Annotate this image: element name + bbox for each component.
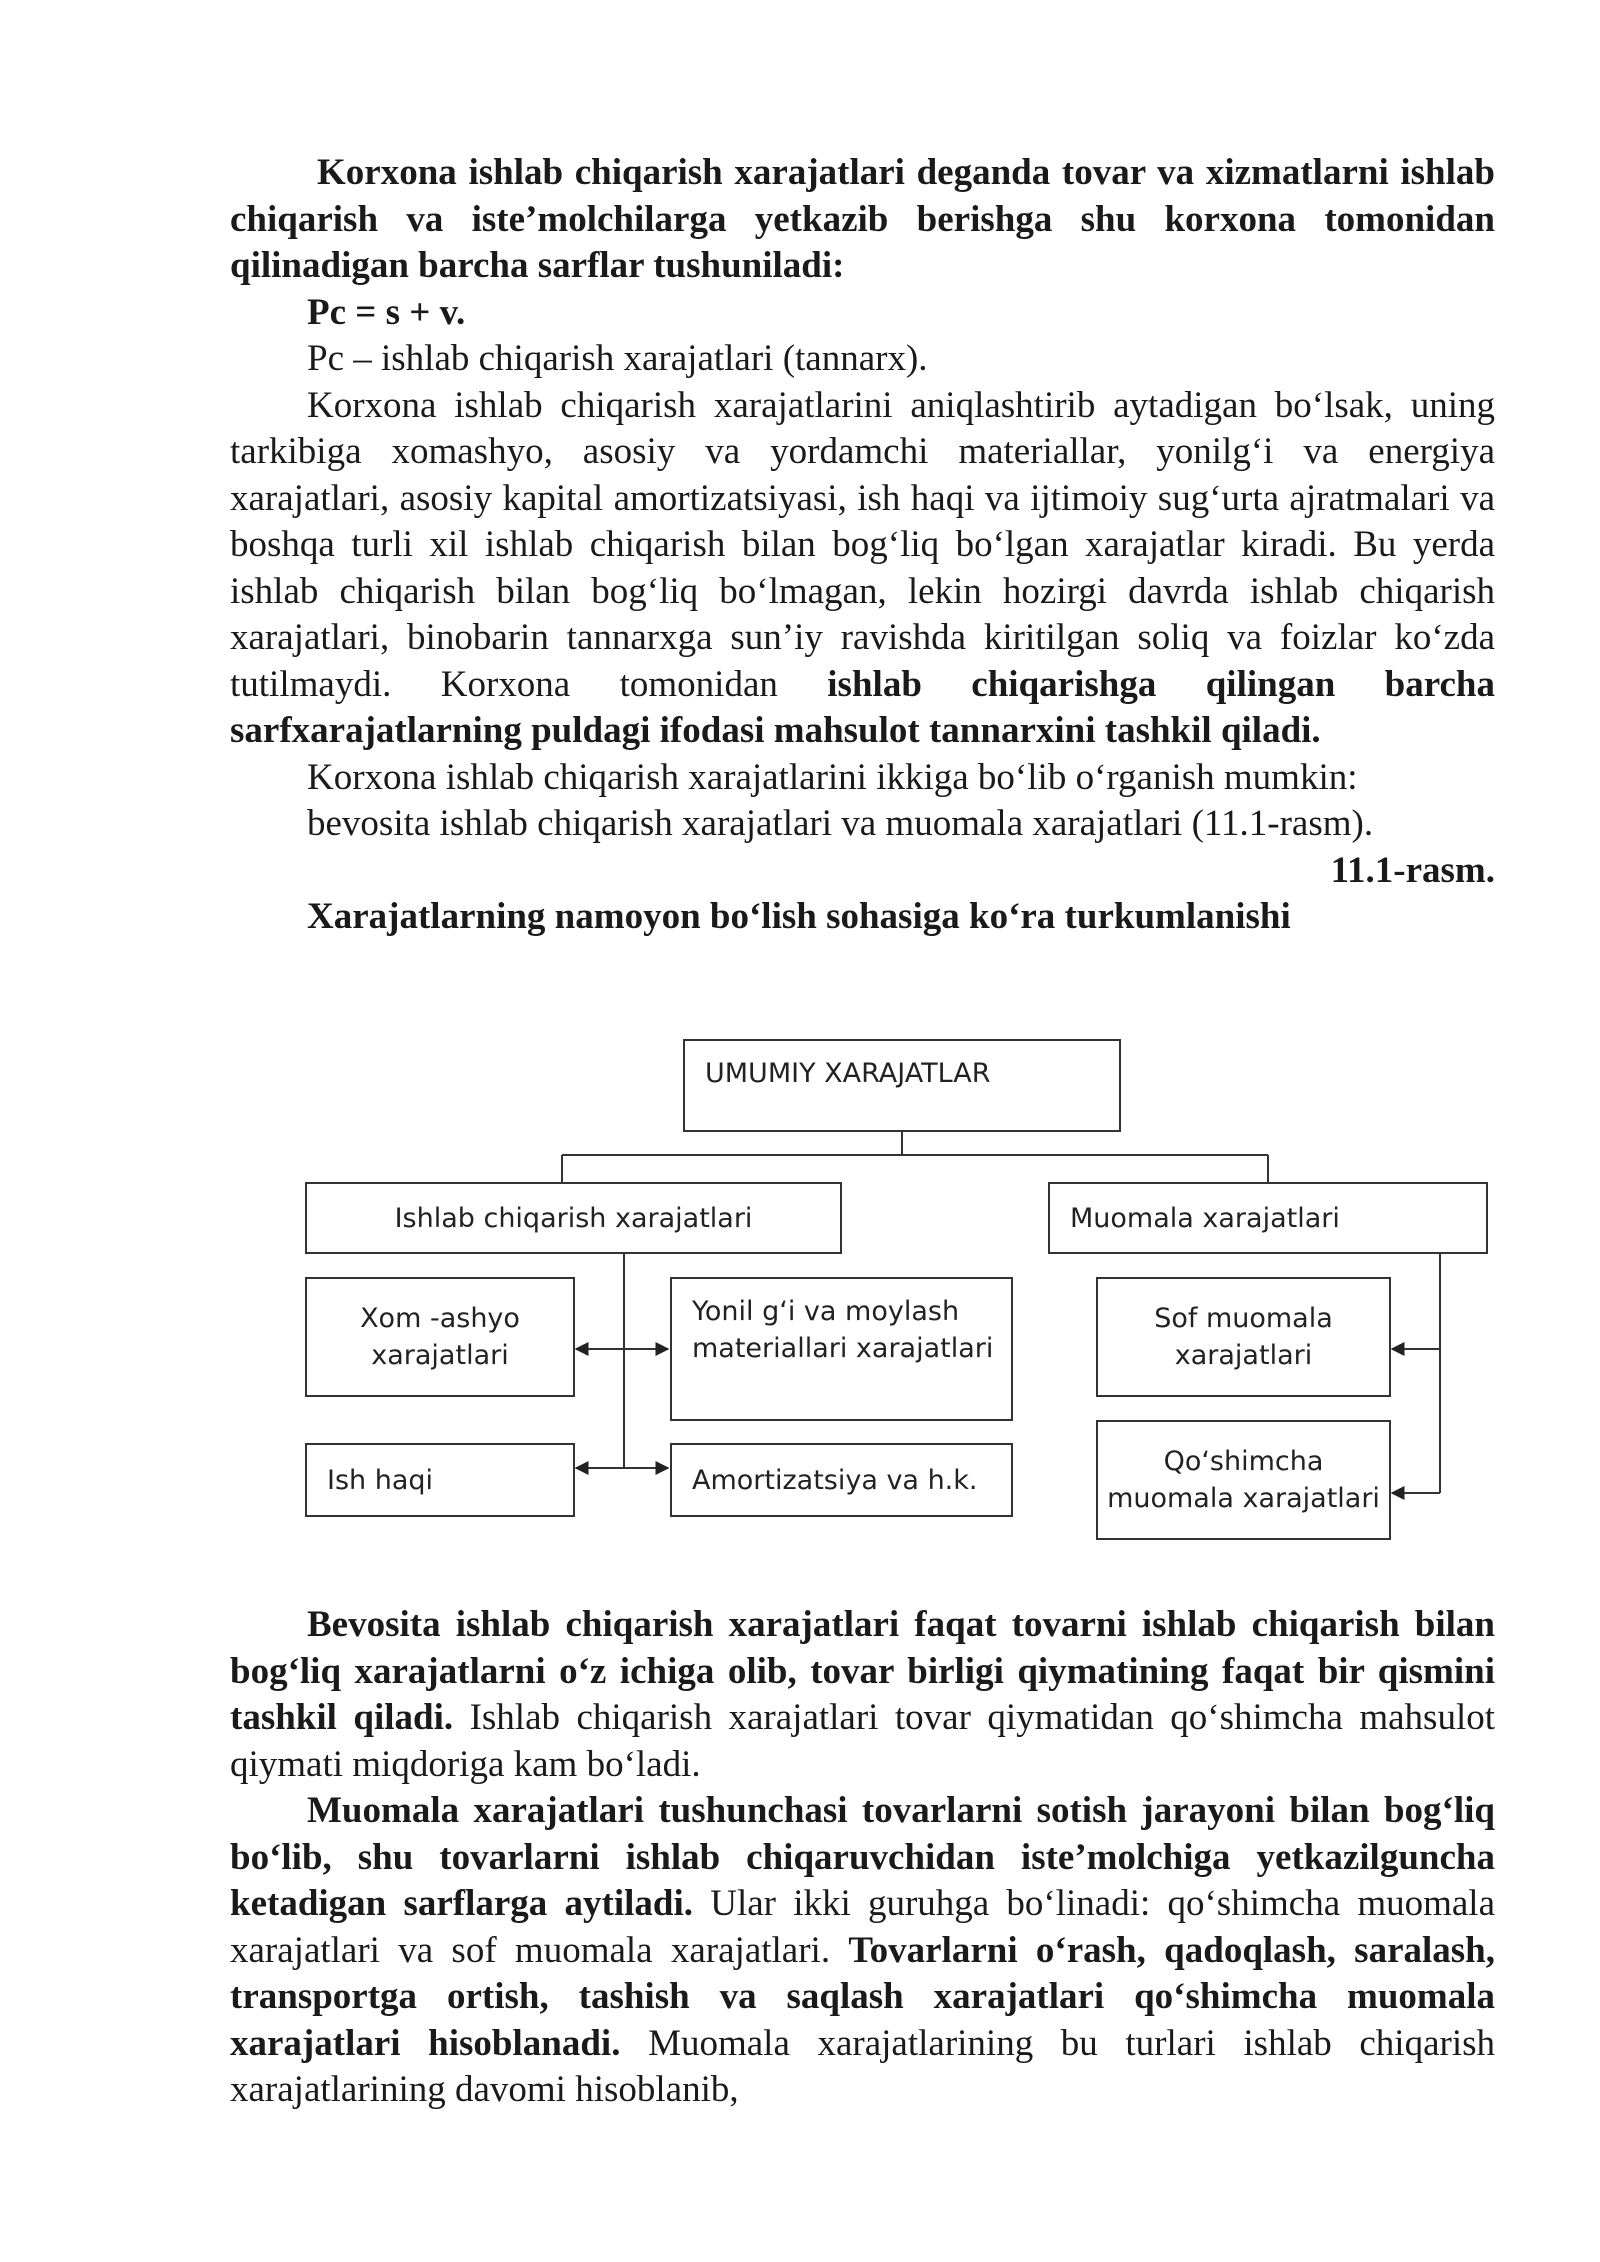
circulation-costs-box: Muomala xarajatlari bbox=[1048, 1182, 1488, 1254]
circulation-bold-2: Tovarlarni o‘rash, qadoqlash, saralash, transportga ortish, tashish va saqlash xarajatlari qo‘shimcha muomala xarajatlari hisoblanadi. bbox=[230, 1929, 1496, 2064]
composition-bold: ishlab chiqarishga qilingan barcha sarfxarajatlarning puldagi ifodasi mahsulot tannarxini tashkil qiladi. bbox=[230, 663, 1496, 751]
circulation-text: Ular ikki guruhga bo‘linadi: qo‘shimcha muomala xarajatlari va sof muomala xarajatlari. bbox=[230, 1883, 1496, 1971]
amortization-box: Amortizatsiya va h.k. bbox=[670, 1443, 1013, 1517]
formula: Pc = s + v. bbox=[307, 291, 466, 333]
figure-caption: Xarajatlarning namoyon bo‘lish sohasiga ko‘ra turkumlanishi bbox=[307, 896, 1291, 937]
wages-box: Ish haqi bbox=[305, 1443, 575, 1517]
circulation-bold: Muomala xarajatlari tushunchasi tovarlarni sotish jarayoni bilan bog‘liq bo‘lib, shu tovarlarni ishlab chiqaruvchidan iste’molchiga yetkazilguncha ketadigan sarflarga aytiladi. bbox=[230, 1790, 1495, 1924]
page-text-top bbox=[230, 150, 1495, 941]
direct-costs-bold: Bevosita ishlab chiqarish xarajatlari faqat tovarni ishlab chiqarish bilan bog‘liq xarajatlarni o‘z ichiga olib, tovar birligi qiymatining faqat bir qismini tashkil qiladi. bbox=[230, 1604, 1495, 1738]
production-costs-box: Ishlab chiqarish xarajatlari bbox=[305, 1182, 842, 1254]
figure-number: 11.1-rasm. bbox=[1330, 849, 1495, 891]
split-line-1: Korxona ishlab chiqarish xarajatlarini ikkiga bo‘lib o‘rganish mumkin: bbox=[307, 756, 1358, 798]
page-text-bottom bbox=[230, 1602, 1495, 2114]
additional-circulation-box: Qo‘shimcha muomala xarajatlari bbox=[1096, 1420, 1391, 1540]
definition-paragraph: Korxona ishlab chiqarish xarajatlari deganda tovar va xizmatlarni ishlab chiqarish va iste’molchilarga yetkazib berishga shu korxona tomonidan qilinadigan barcha sarflar tushuniladi: bbox=[230, 152, 1495, 286]
fuel-materials-box: Yonil g‘i va moylash materiallari xarajatlari bbox=[670, 1277, 1013, 1421]
direct-costs-text: Ishlab chiqarish xarajatlari tovar qiymatidan qo‘shimcha mahsulot qiymati miqdoriga kam bo‘ladi. bbox=[230, 1697, 1495, 1785]
circulation-costs-paragraph bbox=[230, 1788, 1495, 2114]
direct-costs-paragraph bbox=[230, 1602, 1495, 1788]
net-circulation-box: Sof muomala xarajatlari bbox=[1096, 1277, 1391, 1397]
composition-paragraph bbox=[230, 383, 1495, 755]
raw-materials-box: Xom -ashyo xarajatlari bbox=[305, 1277, 575, 1397]
formula-note: Pc – ishlab chiqarish xarajatlari (tannarx). bbox=[307, 338, 928, 379]
composition-text: Korxona ishlab chiqarish xarajatlarini aniqlashtirib aytadigan bo‘lsak, uning tarkibiga xomashyo, asosiy va yordamchi materiallar, yonilg‘i va energiya xarajatlari, asosiy kapital amortizatsiyasi, ish haqi va ijtimoiy sug‘urta ajratmalari va boshqa turli xil ishlab chiqarish bilan bog‘liq bo‘lgan xarajatlar kiradi. Bu yerda ishlab chiqarish bilan bog‘liq bo‘lmagan, lekin hozirgi davrda ishlab chiqarish xarajatlari, binobarin tannarxga sun’iy ravishda kiritilgan soliq va foizlar ko‘zda tutilmaydi. Korxona tomonidan bbox=[230, 384, 1495, 705]
root-box: UMUMIY XARAJATLAR bbox=[683, 1039, 1121, 1132]
split-line-2: bevosita ishlab chiqarish xarajatlari va muomala xarajatlari (11.1-rasm). bbox=[307, 803, 1374, 844]
circulation-text-2: Muomala xarajatlarining bu turlari ishlab chiqarish xarajatlarining davomi hisoblanib, bbox=[230, 2022, 1495, 2110]
